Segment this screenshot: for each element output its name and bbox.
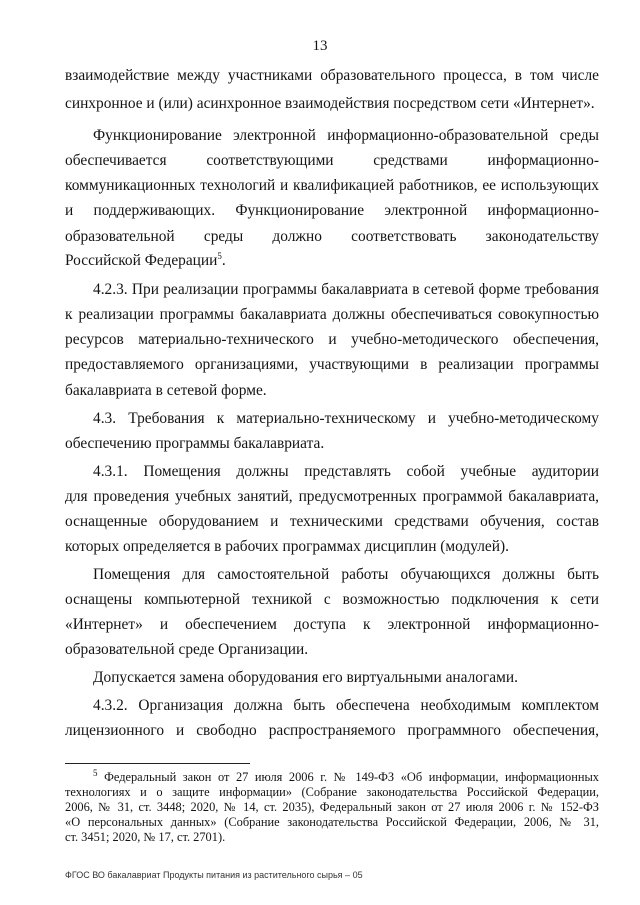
body-line: ресурсов материально-технического и учебно-методического обеспечения, — [65, 331, 599, 348]
body-line: Допускается замена оборудования его виртуальными аналогами. — [93, 669, 518, 686]
body-line: Помещения для самостоятельной работы обучающихся должны быть — [93, 566, 599, 583]
body-line: 4.2.3. При реализации программы бакалавриата в сетевой форме требования — [93, 281, 599, 298]
body-line: лицензионного и свободно распространяемого программного обеспечения, — [65, 722, 599, 739]
sentence-end: . — [221, 252, 226, 269]
body-line: бакалавриата в сетевой форме. — [65, 382, 267, 399]
body-line: оснащенные оборудованием и техническими средствами обучения, состав — [65, 513, 599, 530]
footnote-line: 2006, № 31, ст. 3448; 2020, № 14, ст. 2035), Федеральный закон от 27 июля 2006 г. № 152-ФЗ — [65, 800, 599, 814]
page-number: 13 — [312, 38, 328, 54]
body-line: обеспечению программы бакалавриата. — [65, 435, 325, 452]
document-footer: ФГОС ВО бакалавриат Продукты питания из растительного сырья – 05 — [65, 870, 363, 880]
body-line: коммуникационных технологий и квалификацией работников, ее использующих — [65, 177, 599, 194]
body-line: 4.3. Требования к материально-техническому и учебно-методическому — [93, 410, 599, 427]
body-line: оснащены компьютерной техникой с возможностью подключения к сети — [65, 591, 599, 608]
footnote-separator — [65, 763, 250, 764]
body-line: 4.3.1. Помещения должны представлять собой учебные аудитории — [93, 463, 599, 480]
body-line: для проведения учебных занятий, предусмотренных программой бакалавриата, — [65, 488, 599, 505]
body-line: образовательной среды должно соответствовать законодательству — [65, 228, 599, 245]
body-line: и поддерживающих. Функционирование электронной информационно- — [65, 202, 599, 219]
body-line: предоставляемого организациями, участвующими в реализации программы — [65, 356, 599, 373]
footnote-marker: 5 — [93, 767, 98, 778]
body-line: обеспечивается соответствующими средствами информационно- — [65, 152, 599, 169]
body-line: образовательной среде Организации. — [65, 641, 309, 658]
body-line: 4.3.2. Организация должна быть обеспечена необходимым комплектом — [93, 697, 599, 714]
footnote-line: технологиях и о защите информации» (Собрание законодательства Российской Федерации, — [65, 785, 599, 799]
body-line: к реализации программы бакалавриата должны обеспечиваться совокупностью — [65, 306, 599, 323]
footnote-line: «О персональных данных» (Собрание законодательства Российской Федерации, 2006, № 31, — [65, 815, 599, 829]
footnote-line: ст. 3451; 2020, № 17, ст. 2701). — [65, 830, 226, 844]
footnote-text: Федеральный закон от 27 июля 2006 г. № 149-ФЗ «Об информации, информационных — [104, 770, 599, 784]
body-line: взаимодействие между участниками образовательного процесса, в том числе — [65, 67, 599, 84]
body-line-with-footnote — [65, 252, 599, 270]
body-line: синхронное и (или) асинхронное взаимодействия посредством сети «Интернет». — [65, 95, 595, 112]
body-line: «Интернет» и обеспечением доступа к электронной информационно- — [65, 616, 599, 633]
body-line: Функционирование электронной информационно-образовательной среды — [93, 127, 599, 144]
body-line: которых определяется в рабочих программах дисциплин (модулей). — [65, 538, 509, 555]
footnote-line — [93, 767, 599, 785]
footnote-reference: 5 — [217, 250, 222, 261]
body-text: Российской Федерации — [65, 252, 218, 269]
